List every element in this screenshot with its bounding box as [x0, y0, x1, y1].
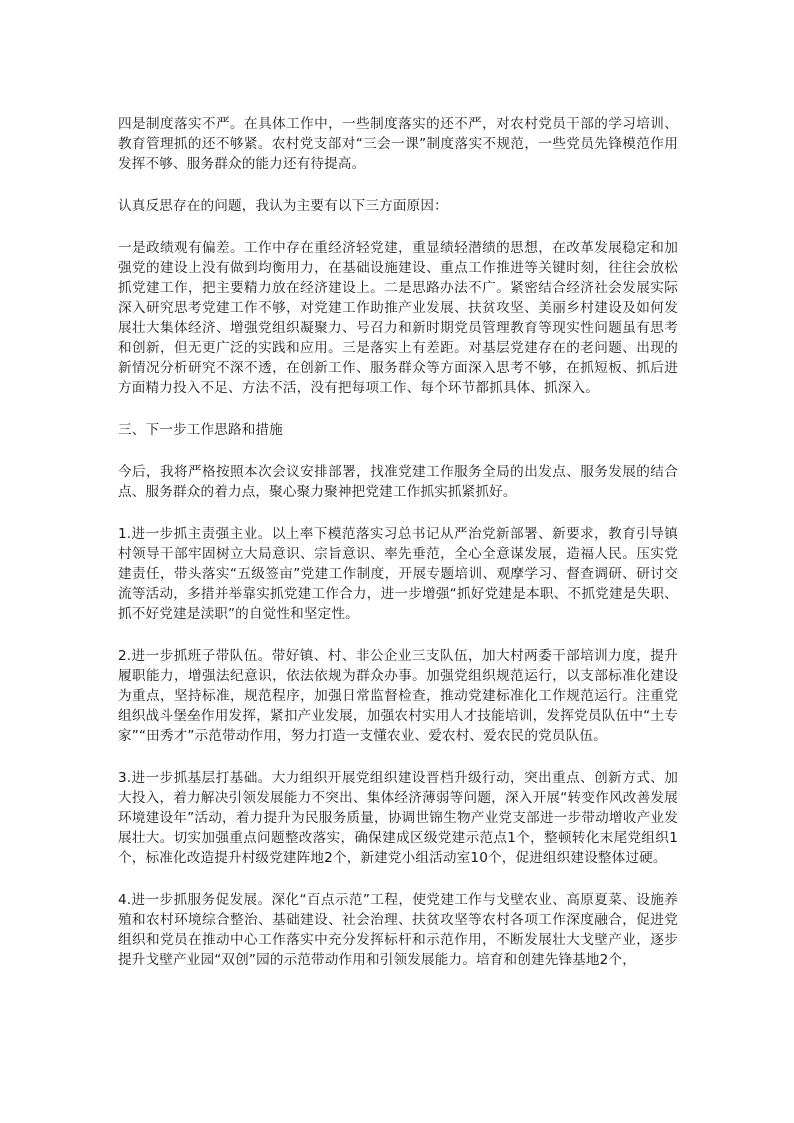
paragraph-institution-weakness: 四是制度落实不严。在具体工作中，一些制度落实的还不严，对农村党员干部的学习培训、教育管理抓的还不够紧。农村党支部对“三会一课”制度落实不规范，一些党员先锋模范作用发挥不够、服务群众的能力还有待提高。	[118, 116, 678, 172]
document-page	[118, 114, 678, 992]
paragraph-measure-2: 2.进一步抓班子带队伍。带好镇、村、非公企业三支队伍，加大村两委干部培训力度，提升履职能力，增强法纪意识，依法依规为群众办事。加强党组织规范运行，以支部标准化建设为重点，坚持标准，规范程序，加强日常监督检查，推动党建标准化工作规范运行。注重党组织战斗堡垒作用发挥，紧扣产业发展，加强农村实用人才技能培训，发挥党员队伍中“土专家”“田秀才”示范带动作用，努力打造一支懂农业、爱农村、爱农民的党员队伍。	[118, 648, 678, 744]
paragraph-measure-4: 4.进一步抓服务促发展。深化“百点示范”工程，使党建工作与戈壁农业、高原夏菜、设施养殖和农村环境综合整治、基础建设、社会治理、扶贫攻坚等农村各项工作深度融合，促进党组织和党员在推动中心工作落实中充分发挥标杆和示范作用，不断发展壮大戈壁产业，逐步提升戈壁产业园“双创”园的示范带动作用和引领发展能力。培育和创建先锋基地2个，	[118, 892, 678, 968]
paragraph-measure-1: 1.进一步抓主责强主业。以上率下模范落实习总书记从严治党新部署、新要求，教育引导镇村领导干部牢固树立大局意识、宗旨意识、率先垂范，全心全意谋发展，造福人民。压实党建责任，带头落实“五级签亩”党建工作制度，开展专题培训、观摩学习、督查调研、研讨交流等活动，多措并举靠实抓党建工作合力，进一步增强“抓好党建是本职、不抓党建是失职、抓不好党建是渎职”的自觉性和坚定性。	[118, 526, 678, 622]
section-heading-next-steps: 三、下一步工作思路和措施	[118, 422, 283, 438]
paragraph-next-steps-intro: 今后，我将严格按照本次会议安排部署，找准党建工作服务全局的出发点、服务发展的结合点、服务群众的着力点，聚心聚力聚神把党建工作抓实抓紧抓好。	[118, 464, 678, 500]
paragraph-measure-3: 3.进一步抓基层打基础。大力组织开展党组织建设晋档升级行动，突出重点、创新方式、加大投入，着力解决引领发展能力不突出、集体经济薄弱等问题，深入开展“转变作风改善发展环境建设年”活动，着力提升为民服务质量，协调世锦生物产业党支部进一步带动增收产业发展壮大。切实加强重点问题整改落实，确保建成区级党建示范点1个，整顿转化末尾党组织1个，标准化改造提升村级党建阵地2个，新建党小组活动室10个，促进组织建设整体过硬。	[118, 770, 678, 866]
paragraph-reflection-intro: 认真反思存在的问题，我认为主要有以下三方面原因：	[118, 198, 448, 214]
paragraph-reasons: 一是政绩观有偏差。工作中存在重经济轻党建，重显绩轻潜绩的思想，在改革发展稳定和加强党的建设上没有做到均衡用力，在基础设施建设、重点工作推进等关键时刻，往往会放松抓党建工作，把主要精力放在经济建设上。二是思路办法不广。紧密结合经济社会发展实际深入研究思考党建工作不够，对党建工作助推产业发展、扶贫攻坚、美丽乡村建设及如何发展壮大集体经济、增强党组织凝聚力、号召力和新时期党员管理教育等现实性问题虽有思考和创新，但无更广泛的实践和应用。三是落实上有差距。对基层党建存在的老问题、出现的新情况分析研究不深不透，在创新工作、服务群众等方面深入思考不够，在抓短板、抓后进方面精力投入不足、方法不活，没有把每项工作、每个环节都抓具体、抓深入。	[118, 240, 678, 396]
